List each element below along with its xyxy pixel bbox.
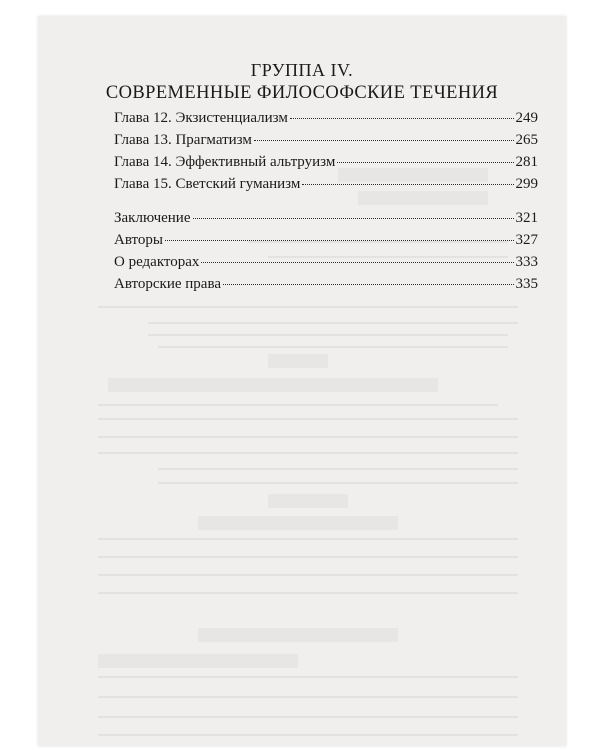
toc-entry-page: 333	[515, 254, 538, 270]
dot-leader	[254, 140, 514, 141]
dot-leader	[337, 162, 513, 163]
toc-entry-chapter-12[interactable]	[114, 110, 538, 130]
toc-entry-chapter-13[interactable]	[114, 132, 538, 152]
toc-entry-copyright[interactable]	[114, 276, 538, 296]
toc-entry-authors[interactable]	[114, 232, 538, 252]
dot-leader	[193, 218, 514, 219]
toc-entry-label: Глава 15. Светский гуманизм	[114, 176, 301, 192]
group-title: СОВРЕМЕННЫЕ ФИЛОСОФСКИЕ ТЕЧЕНИЯ	[105, 83, 499, 103]
toc-entry-label: Глава 14. Эффективный альтруизм	[114, 154, 336, 170]
toc-entry-page: 265	[515, 132, 538, 148]
toc-entry-editors[interactable]	[114, 254, 538, 274]
toc-entry-label: Авторы	[114, 232, 163, 248]
toc-entry-label: Глава 13. Прагматизм	[114, 132, 252, 148]
dot-leader	[302, 184, 513, 185]
dot-leader	[223, 284, 513, 285]
toc-entry-page: 321	[515, 210, 538, 226]
toc-entry-label: О редакторах	[114, 254, 200, 270]
toc-entry-conclusion[interactable]	[114, 210, 538, 230]
toc-entry-page: 327	[515, 232, 538, 248]
toc-entry-page: 335	[515, 276, 538, 292]
toc-entry-chapter-15[interactable]	[114, 176, 538, 196]
toc-entry-label: Авторские права	[114, 276, 222, 292]
dot-leader	[290, 118, 514, 119]
toc-entry-page: 249	[515, 110, 538, 126]
book-page	[38, 16, 566, 746]
toc-entry-label: Глава 12. Экзистенциализм	[114, 110, 288, 126]
toc-entry-page: 299	[515, 176, 538, 192]
toc-entry-label: Заключение	[114, 210, 191, 226]
group-number: ГРУППА IV.	[250, 60, 354, 80]
toc-entry-chapter-14[interactable]	[114, 154, 538, 174]
toc-entry-page: 281	[515, 154, 538, 170]
dot-leader	[165, 240, 514, 241]
dot-leader	[201, 262, 513, 263]
